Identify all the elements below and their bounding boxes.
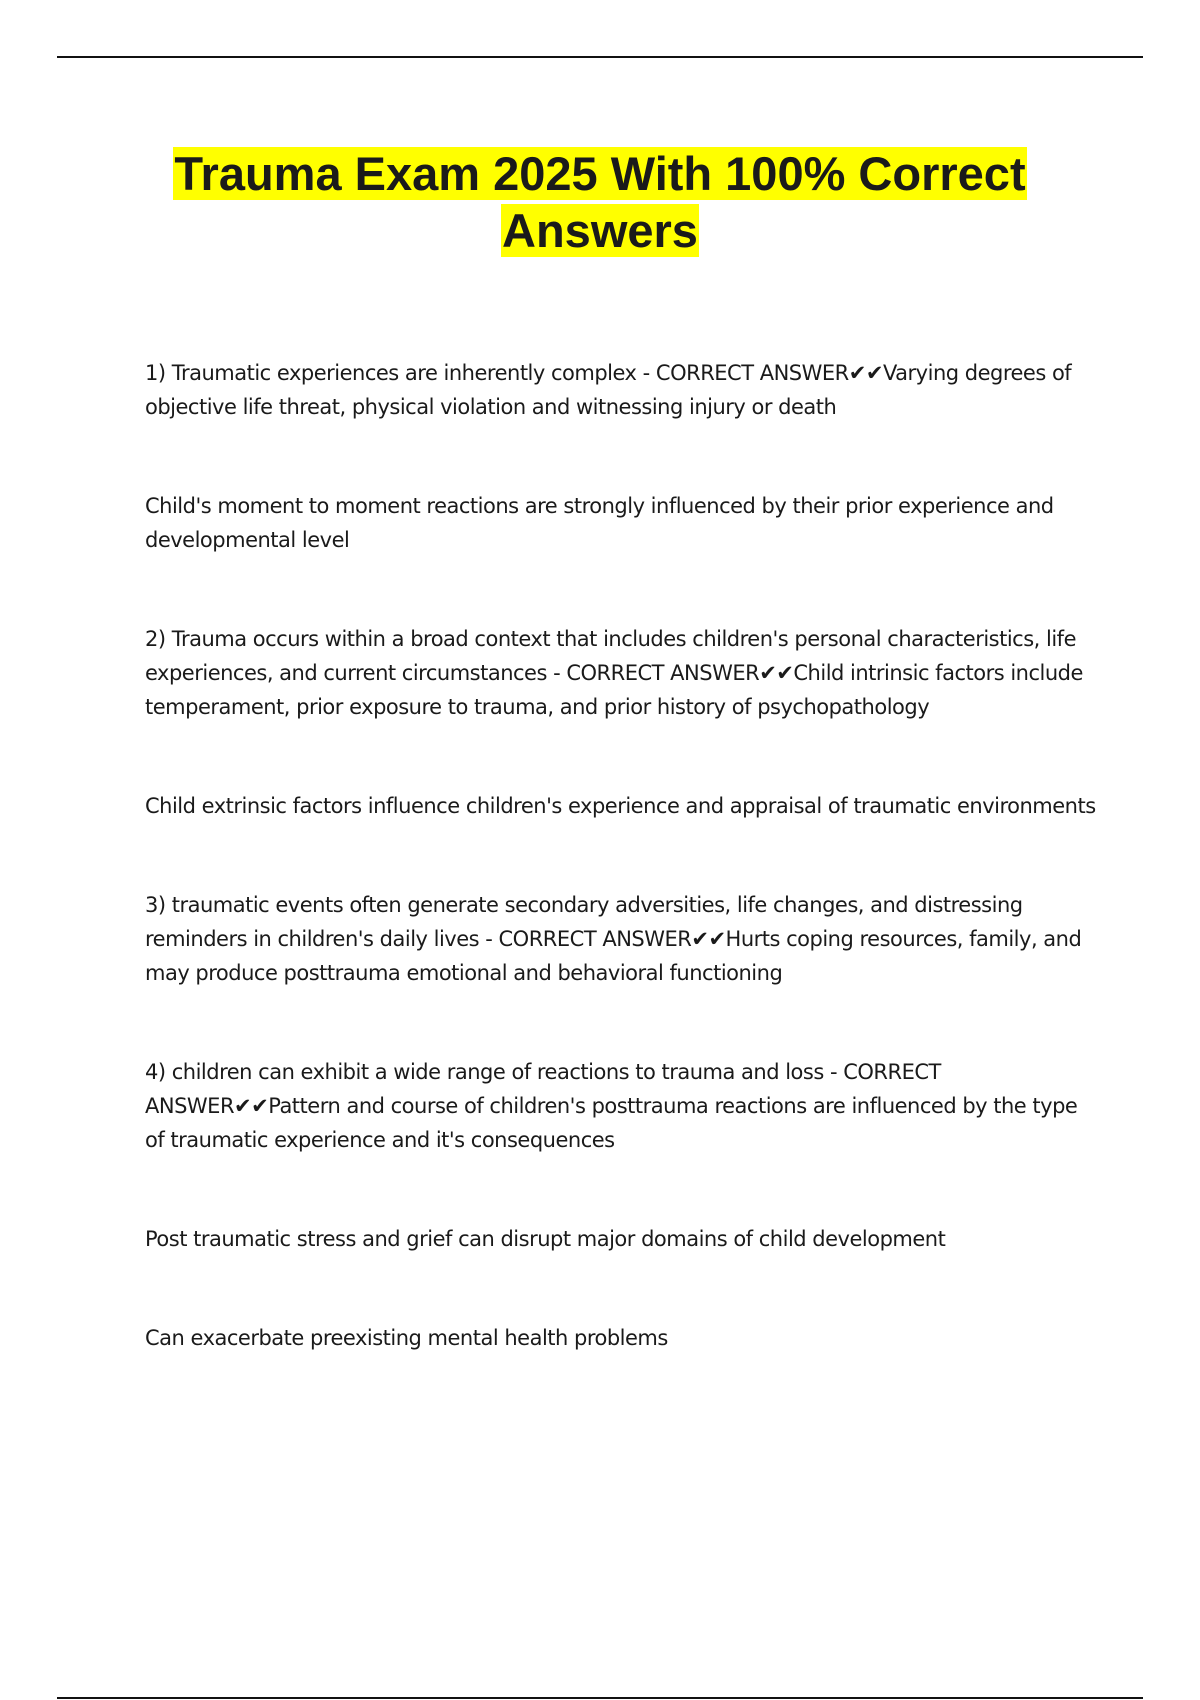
paragraph-q4: 4) children can exhibit a wide range of reactions to trauma and loss - CORRECT ANSWER✔✔Pattern and course of children's posttrauma reactions are influenced by the type of traumatic experience and it's consequences xyxy=(145,1060,1078,1152)
paragraph-q1: 1) Traumatic experiences are inherently complex - CORRECT ANSWER✔✔Varying degrees of objective life threat, physical violation and witnessing injury or death xyxy=(145,361,1072,419)
paragraph-q4-note-2: Can exacerbate preexisting mental health problems xyxy=(145,1326,668,1350)
page-title xyxy=(57,145,1143,259)
paragraph-q4-note-1: Post traumatic stress and grief can disrupt major domains of child development xyxy=(145,1227,946,1251)
bottom-divider xyxy=(57,1697,1143,1699)
paragraph-q2-note: Child extrinsic factors influence children's experience and appraisal of traumatic environments xyxy=(145,794,1096,818)
paragraph-q1-note: Child's moment to moment reactions are strongly influenced by their prior experience and developmental level xyxy=(145,494,1054,552)
paragraph-q3: 3) traumatic events often generate secondary adversities, life changes, and distressing reminders in children's daily lives - CORRECT ANSWER✔✔Hurts coping resources, family, and may produce posttrauma emotional and behavioral functioning xyxy=(145,893,1082,985)
paragraph-q2: 2) Trauma occurs within a broad context that includes children's personal characteristics, life experiences, and current circumstances - CORRECT ANSWER✔✔Child intrinsic factors include temperament, prior exposure to trauma, and prior history of psychopathology xyxy=(145,627,1083,719)
title-line-1: Trauma Exam 2025 With 100% Correct xyxy=(174,147,1026,200)
top-divider xyxy=(57,56,1143,58)
document-body xyxy=(145,356,1100,1355)
title-line-2: Answers xyxy=(502,204,698,257)
